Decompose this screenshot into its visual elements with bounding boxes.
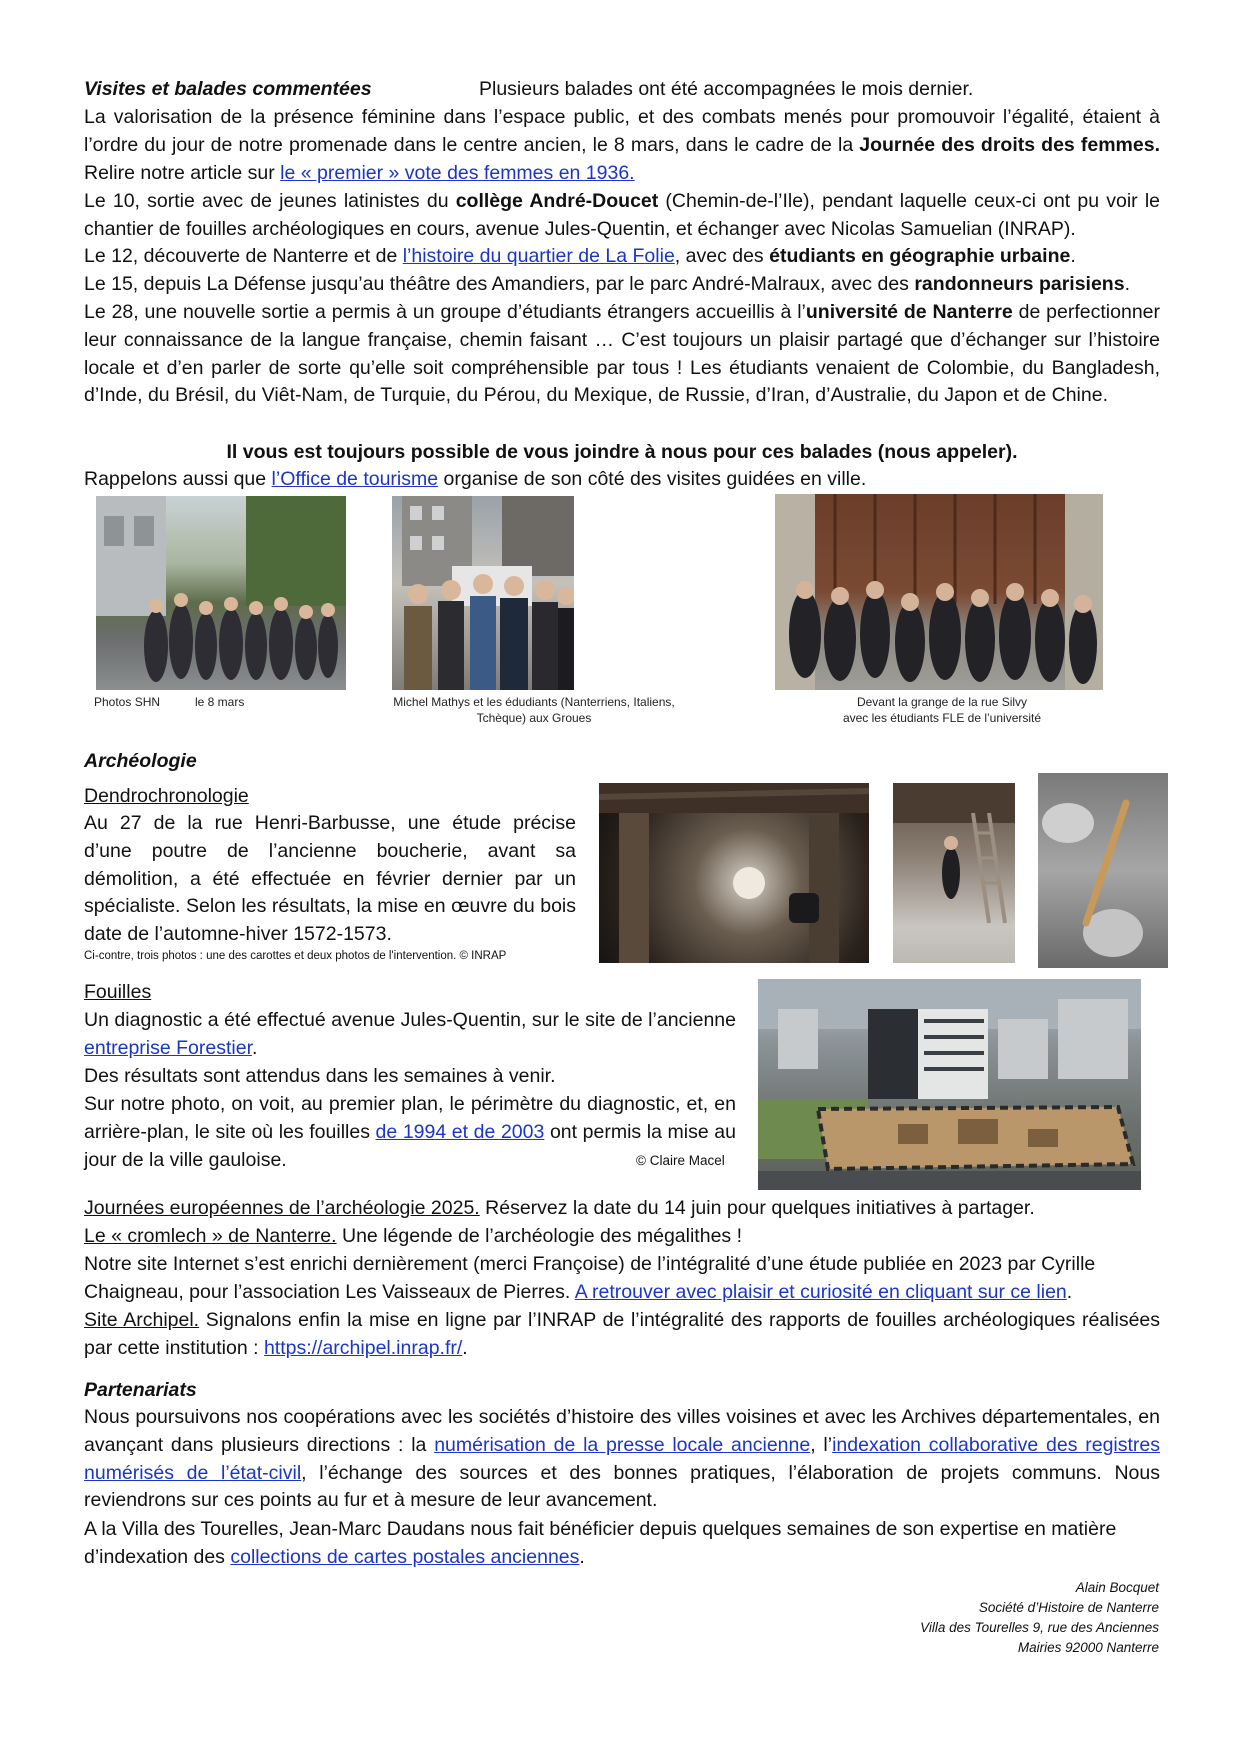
visites-paragraph-15: Le 15, depuis La Défense jusqu’au théâtre des Amandiers, par le parc André-Malraux, avec des randonneurs parisiens. [84,273,1130,295]
photo-dendro-intervention-2 [893,783,1015,963]
fouilles-paragraph-2: Des résultats sont attendus dans les semaines à venir. [84,1065,556,1087]
section-heading-visites: Visites et balades commentées [84,78,372,100]
signature-address-2: Mairies 92000 Nanterre [1017,1640,1159,1655]
signature-name: Alain Bocquet [1075,1580,1159,1595]
caption-groues: Michel Mathys et les édudiants (Nanterriens, Italiens, Tchèque) aux Groues [393,695,675,725]
archeo-cromlech-paragraph: Notre site Internet s’est enrichi dernièrement (merci Françoise) de l’intégralité d’une étude publiée en 2023 par Cyrille Chaigneau, pour l’association Les Vaisseaux de Pierres. A retrouver avec plaisir et curiosité en cliquant sur ce lien. [84,1253,1096,1303]
caption-8-mars: le 8 mars [195,695,245,709]
photo-groues [392,496,574,690]
photo-grange-rue-silvy [775,494,1103,690]
visites-paragraph-28: Le 28, une nouvelle sortie a permis à un groupe d’étudiants étrangers accueillis à l’université de Nanterre de perfectionner leur connaissance de la langue française, chemin faisant … C’est toujours un plaisir partagé que d’échanger sur l’histoire locale et d’en parler de sorte qu’elle soit compréhensible par tous ! Les étudiants venaient de Colombie, du Bangladesh, d’Inde, du Brésil, du Viêt-Nam, de Turquie, du Pérou, du Mexique, de Russie, d’Iran, d’Australie, du Japon et de Chine. [84,301,1160,407]
link-office-tourisme[interactable]: l’Office de tourisme [271,468,439,490]
link-cartes-postales[interactable]: collections de cartes postales anciennes [230,1545,580,1568]
archeo-archipel-paragraph: Site Archipel. Signalons enfin la mise en ligne par l’INRAP de l’intégralité des rapports de fouilles archéologiques réalisées par cette institution : https://archipel.inrap.fr/. [84,1309,1161,1359]
link-numerisation-presse[interactable]: numérisation de la presse locale ancienne [434,1433,811,1456]
photo-grange-illustration [775,494,1103,690]
photo-dendro-carotte [1038,773,1168,968]
link-cromlech-etude[interactable]: A retrouver avec plaisir et curiosité en cliquant sur ce lien [574,1280,1067,1303]
partenariats-paragraph-1: Nous poursuivons nos coopérations avec les sociétés d’histoire des villes voisines et avec les Archives départementales, en avançant dans plusieurs directions : la numérisation de la presse locale ancienne, l’indexation collaborative des registres numérisés de l’état-civil, l’échange des sources et des bonnes pratiques, l’élaboration de projets communs. Nous reviendrons sur ces points au fur et à mesure de leur avancement. [84,1406,1160,1512]
visites-paragraph-10: Le 10, sortie avec de jeunes latinistes du collège André-Doucet (Chemin-de-l’Ile), pendant laquelle ceux-ci ont pu voir le chantier de fouilles archéologiques en cours, avenue Jules-Quentin, et échanger avec Nicolas Samuelian (INRAP). [84,190,1160,240]
photo-aerial-illustration [758,979,1141,1190]
caption-grange: Devant la grange de la rue Silvy avec les étudiants FLE de l’université [842,695,1042,725]
photo-fouilles-aerial [758,979,1141,1190]
link-entreprise-forestier[interactable]: entreprise Forestier [84,1036,252,1059]
fouilles-paragraph-3: Sur notre photo, on voit, au premier plan, le périmètre du diagnostic, et, en arrière-plan, le site où les fouilles de 1994 et de 2003 ont permis la mise au jour de la ville gauloise. [84,1093,736,1171]
photo-students-illustration [392,496,574,690]
visites-header-line [84,76,1160,103]
photo-ladder-illustration [893,783,1015,963]
subheading-dendrochronologie: Dendrochronologie [84,785,249,807]
signature-block [920,1578,1159,1658]
signature-org: Société d’Histoire de Nanterre [978,1600,1159,1615]
fouilles-paragraph-1: Un diagnostic a été effectué avenue Jules-Quentin, sur le site de l’ancienne entreprise Forestier. [84,1009,736,1059]
visites-intro: Plusieurs balades ont été accompagnées le mois dernier. [479,78,974,100]
photo-cellar-illustration [599,783,869,963]
photo-credit-claire-macel: © Claire Macel [636,1153,725,1168]
section-heading-partenariats: Partenariats [84,1379,197,1401]
jea-title: Journées européennes de l’archéologie 2025. [84,1197,480,1219]
signature-address-1: Villa des Tourelles 9, rue des Anciennes [920,1620,1159,1635]
visites-paragraph-8-mars: La valorisation de la présence féminine dans l’espace public, et des combats menés pour promouvoir l’égalité, étaient à l’ordre du jour de notre promenade dans le centre ancien, le 8 mars, dans le cadre de la Journée des droits des femmes. Relire notre article sur le « premier » vote des femmes en 1936. [84,106,1160,184]
archeo-cromlech-line: Le « cromlech » de Nanterre. Une légende de l’archéologie des mégalithes ! [84,1225,742,1247]
photo-dendro-intervention-1 [599,783,869,963]
partenariats-paragraph-2: A la Villa des Tourelles, Jean-Marc Daudans nous fait bénéficier depuis quelques semaines de son expertise en matière d’indexation des collections de cartes postales anciennes. [84,1518,1117,1568]
visites-callout: Il vous est toujours possible de vous joindre à nous pour ces balades (nous appeler). [226,441,1018,463]
section-heading-archeologie: Archéologie [84,750,197,772]
visites-paragraph-12: Le 12, découverte de Nanterre et de l’histoire du quartier de La Folie, avec des étudiants en géographie urbaine. [84,245,1076,267]
link-fouilles-1994-2003[interactable]: de 1994 et de 2003 [375,1120,545,1143]
visites-paragraph-office: Rappelons aussi que l’Office de tourisme organise de son côté des visites guidées en ville. [84,468,867,490]
dendro-paragraph: Au 27 de la rue Henri-Barbusse, une étude précise d’une poutre de l’ancienne boucherie, avant sa démolition, a été effectuée en février dernier par un spécialiste. Selon les résultats, la mise en œuvre du bois date de l’automne-hiver 1572-1573. [84,812,576,946]
archeo-jea-line: Journées européennes de l’archéologie 2025. Réservez la date du 14 juin pour quelques initiatives à partager. [84,1197,1035,1219]
link-archipel-inrap[interactable]: https://archipel.inrap.fr/ [263,1336,463,1359]
photo-core-sample-illustration [1038,773,1168,968]
link-indexation-etat-civil[interactable]: indexation collaborative des registres numérisés de l’état-civil [84,1433,1160,1484]
photo-balade-8-mars [96,496,346,690]
link-histoire-la-folie[interactable]: l’histoire du quartier de La Folie [402,245,675,267]
cromlech-title: Le « cromlech » de Nanterre. [84,1225,337,1247]
archipel-title: Site Archipel. [84,1309,200,1331]
caption-photos-shn: Photos SHN [94,695,161,709]
photo-group-illustration [96,496,346,690]
link-premier-vote-femmes[interactable]: le « premier » vote des femmes en 1936. [280,161,635,184]
subheading-fouilles: Fouilles [84,981,152,1003]
dendro-caption: Ci-contre, trois photos : une des carottes et deux photos de l'intervention. © INRAP [84,950,507,962]
